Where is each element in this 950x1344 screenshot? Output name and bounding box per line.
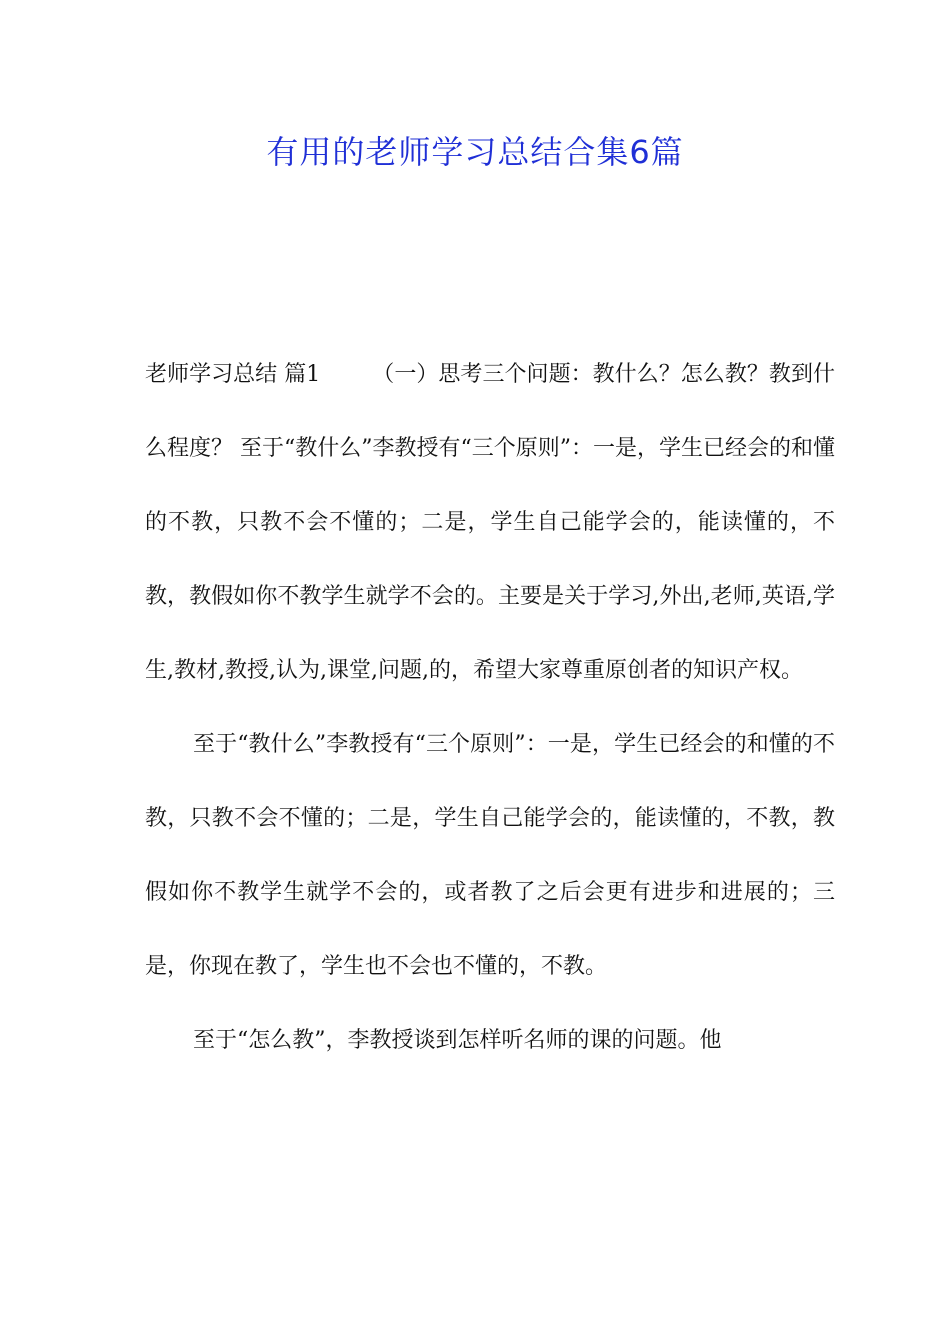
document-body [145,338,835,1078]
paragraph-3: 至于“怎么教”，李教授谈到怎样听名师的课的问题。他 [193,1028,722,1053]
paragraph-2: 至于“教什么”李教授有“三个原则”：一是，学生已经会的和懂的不教，只教不会不懂的；二是，学生自己能学会的，能读懂的，不教，教假如你不教学生就学不会的，或者教了之后会更有进步和进展的；三是，你现在教了，学生也不会也不懂的，不教。 [145,732,835,979]
document-title: 有用的老师学习总结合集6篇 [266,133,684,171]
paragraph-text: （一）思考三个问题：教什么？怎么教？教到什么程度？ 至于“教什么”李教授有“三个原则”：一是，学生已经会的和懂的不教，只教不会不懂的；二是，学生自己能学会的，能读懂的，不教，教假如你不教学生就学不会的。主要是关于学习,外出,老师,英语,学生,教材,教授,认为,课堂,问题,的，希望大家尊重原创者的知识产权。 [145,362,835,683]
section-heading: 老师学习总结 篇1 [145,362,321,387]
paragraph-1 [145,338,835,708]
